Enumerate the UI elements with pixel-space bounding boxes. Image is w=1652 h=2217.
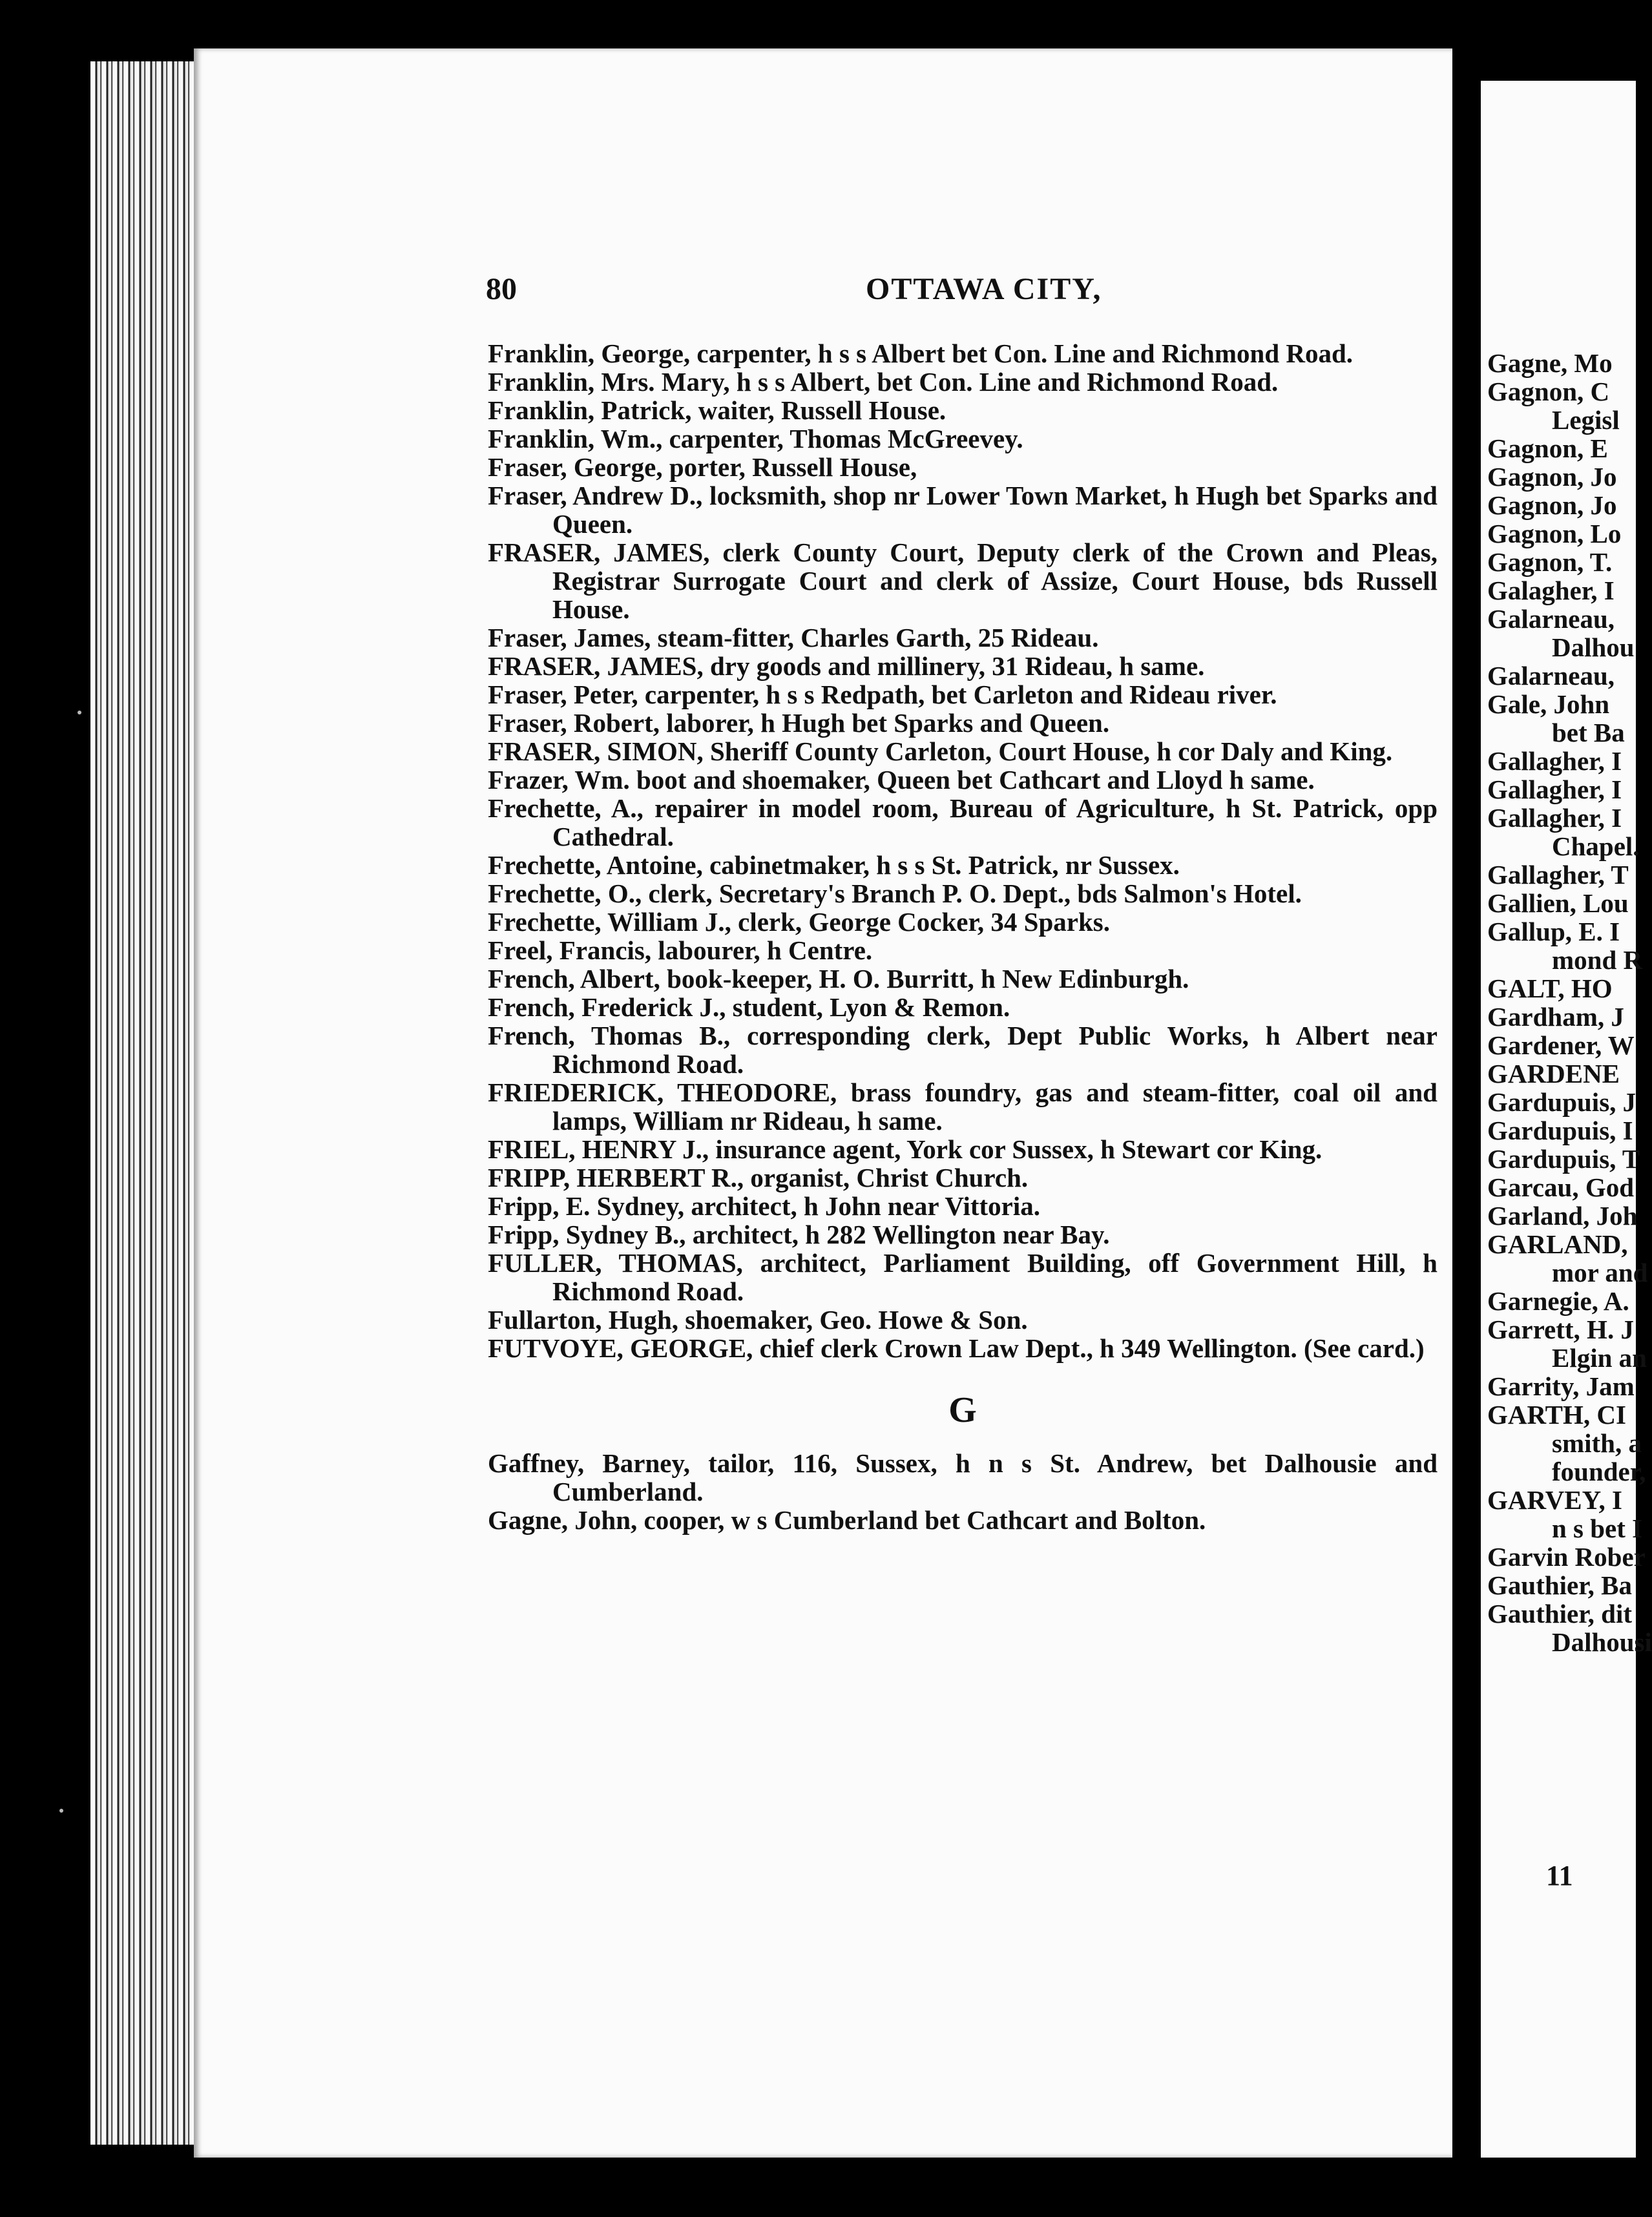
fragment-line: Gallagher, I	[1487, 803, 1622, 833]
book-gutter	[1452, 39, 1481, 2164]
list-item: FULLER, THOMAS, architect, Parliament Building, off Government Hill, h Richmond Road.	[488, 1248, 1438, 1306]
list-item: Fripp, Sydney B., architect, h 282 Wellington near Bay.	[488, 1220, 1110, 1249]
list-item: Frechette, O., clerk, Secretary's Branch P. O. Dept., bds Salmon's Hotel.	[488, 879, 1302, 908]
fragment-line: Gagnon, E	[1487, 433, 1608, 463]
list-item: FRIEL, HENRY J., insurance agent, York cor Sussex, h Stewart cor King.	[488, 1134, 1323, 1164]
fragment-line: GARDENE	[1487, 1059, 1620, 1088]
fragment-line: Gagnon, Jo	[1487, 490, 1617, 520]
fragment-line: founder,	[1552, 1457, 1646, 1486]
list-item: FRASER, JAMES, clerk County Court, Deputy clerk of the Crown and Pleas, Registrar Surrogate Court and clerk of Assize, Court House, bds Russell House.	[488, 537, 1438, 624]
scan-speck	[59, 1809, 63, 1813]
list-item: Franklin, Mrs. Mary, h s s Albert, bet Con. Line and Richmond Road.	[488, 367, 1279, 397]
fragment-line: GARTH, CI	[1487, 1400, 1626, 1430]
fragment-line: smith, a	[1552, 1428, 1642, 1458]
fragment-line: Galarneau,	[1487, 661, 1615, 691]
list-item: Fraser, Robert, laborer, h Hugh bet Sparks and Queen.	[488, 708, 1110, 738]
facing-page-fragments	[1481, 348, 1652, 1657]
fragment-line: Gagnon, Jo	[1487, 462, 1617, 492]
fragment-line: Chapel.	[1552, 831, 1640, 861]
list-item: FRIEDERICK, THEODORE, brass foundry, gas and steam-fitter, coal oil and lamps, William nr Rideau, h same.	[488, 1077, 1438, 1136]
list-item: Franklin, Wm., carpenter, Thomas McGreevey.	[488, 424, 1023, 453]
fragment-line: Dalhou	[1552, 632, 1635, 662]
list-item: Fullarton, Hugh, shoemaker, Geo. Howe & Son.	[488, 1305, 1028, 1335]
list-item: Gaffney, Barney, tailor, 116, Sussex, h n s St. Andrew, bet Dalhousie and Cumberland.	[488, 1448, 1438, 1506]
list-item: French, Frederick J., student, Lyon & Remon.	[488, 992, 1010, 1022]
list-item: Frechette, Antoine, cabinetmaker, h s s St. Patrick, nr Sussex.	[488, 850, 1180, 880]
fragment-line: Gale, John	[1487, 689, 1610, 719]
list-item: Fraser, James, steam-fitter, Charles Garth, 25 Rideau.	[488, 623, 1099, 652]
fragment-line: Gagnon, Lo	[1487, 519, 1622, 548]
fragment-line: Gallagher, I	[1487, 775, 1622, 804]
fragment-line: GALT, HO	[1487, 973, 1613, 1003]
fragment-line: Garvin Rober	[1487, 1542, 1646, 1572]
fragment-line: Galarneau,	[1487, 604, 1615, 634]
fragment-line: n s bet I	[1552, 1514, 1643, 1543]
list-item: FRASER, JAMES, dry goods and millinery, 31 Rideau, h same.	[488, 651, 1205, 681]
fragment-line: GARVEY, I	[1487, 1485, 1622, 1515]
fragment-line: Gardupuis, J	[1487, 1087, 1636, 1117]
list-item: Frechette, William J., clerk, George Cocker, 34 Sparks.	[488, 907, 1110, 937]
list-item: Franklin, Patrick, waiter, Russell House.	[488, 395, 946, 425]
fragment-line: Gagne, Mo	[1487, 348, 1613, 378]
list-item: French, Thomas B., corresponding clerk, Dept Public Works, h Albert near Richmond Road.	[488, 1021, 1438, 1079]
list-item: Fraser, George, porter, Russell House,	[488, 452, 917, 482]
list-item: Frazer, Wm. boot and shoemaker, Queen bet Cathcart and Lloyd h same.	[488, 765, 1315, 795]
fragment-line: Gauthier, Ba	[1487, 1570, 1633, 1600]
fragment-line: Garrity, Jam	[1487, 1371, 1635, 1401]
fragment-line: Garnegie, A.	[1487, 1286, 1629, 1316]
fragment-line: GARLAND,	[1487, 1229, 1628, 1259]
fragment-line: mor and	[1552, 1258, 1648, 1287]
fragment-line: Elgin an	[1552, 1343, 1647, 1373]
section-letter-heading: G	[948, 1390, 977, 1430]
fragment-line: Gardupuis, T	[1487, 1144, 1640, 1174]
facing-page-number: 11	[1546, 1860, 1573, 1891]
fragment-line: Gauthier, dit	[1487, 1599, 1633, 1629]
page-number: 80	[486, 272, 517, 306]
list-item: FRIPP, HERBERT R., organist, Christ Church.	[488, 1163, 1029, 1192]
fragment-line: Gallup, E. I	[1487, 917, 1620, 946]
running-head: OTTAWA CITY,	[866, 272, 1102, 306]
list-item: Fraser, Andrew D., locksmith, shop nr Lower Town Market, h Hugh bet Sparks and Queen.	[488, 481, 1438, 539]
fragment-line: Gardener, W	[1487, 1030, 1635, 1060]
fragment-line: Gagnon, C	[1487, 377, 1610, 406]
fragment-line: Gallagher, I	[1487, 746, 1622, 776]
list-item: FUTVOYE, GEORGE, chief clerk Crown Law Dept., h 349 Wellington. (See card.)	[488, 1333, 1425, 1363]
list-item: Franklin, George, carpenter, h s s Albert bet Con. Line and Richmond Road.	[488, 338, 1354, 368]
fragment-line: Gardham, J	[1487, 1002, 1624, 1032]
list-item: Gagne, John, cooper, w s Cumberland bet Cathcart and Bolton.	[488, 1505, 1206, 1535]
scan-speck	[78, 711, 81, 714]
fragment-line: Gallagher, T	[1487, 860, 1629, 890]
fragment-line: Garcau, God	[1487, 1172, 1635, 1202]
list-item: Fripp, E. Sydney, architect, h John near Vittoria.	[488, 1191, 1040, 1221]
fragment-line: Garland, Joh	[1487, 1201, 1638, 1231]
list-item: Frechette, A., repairer in model room, Bureau of Agriculture, h St. Patrick, opp Cathedral.	[488, 793, 1438, 851]
fragment-line: Gardupuis, I	[1487, 1116, 1633, 1145]
fragment-line: Gagnon, T.	[1487, 547, 1613, 577]
fragment-line: Dalhousi	[1552, 1627, 1652, 1657]
list-item: French, Albert, book-keeper, H. O. Burritt, h New Edinburgh.	[488, 964, 1189, 994]
fragment-line: Garrett, H. J	[1487, 1315, 1634, 1344]
fragment-line: Legisl	[1552, 405, 1620, 435]
fragment-line: bet Ba	[1552, 718, 1625, 747]
list-item: FRASER, SIMON, Sheriff County Carleton, Court House, h cor Daly and King.	[488, 736, 1393, 766]
directory-listing	[488, 339, 1438, 1534]
fragment-line: Galagher, I	[1487, 576, 1615, 605]
list-item: Fraser, Peter, carpenter, h s s Redpath, bet Carleton and Rideau river.	[488, 680, 1277, 709]
fragment-line: mond R	[1552, 945, 1643, 975]
fragment-line: Gallien, Lou	[1487, 888, 1629, 918]
list-item: Freel, Francis, labourer, h Centre.	[488, 935, 873, 965]
